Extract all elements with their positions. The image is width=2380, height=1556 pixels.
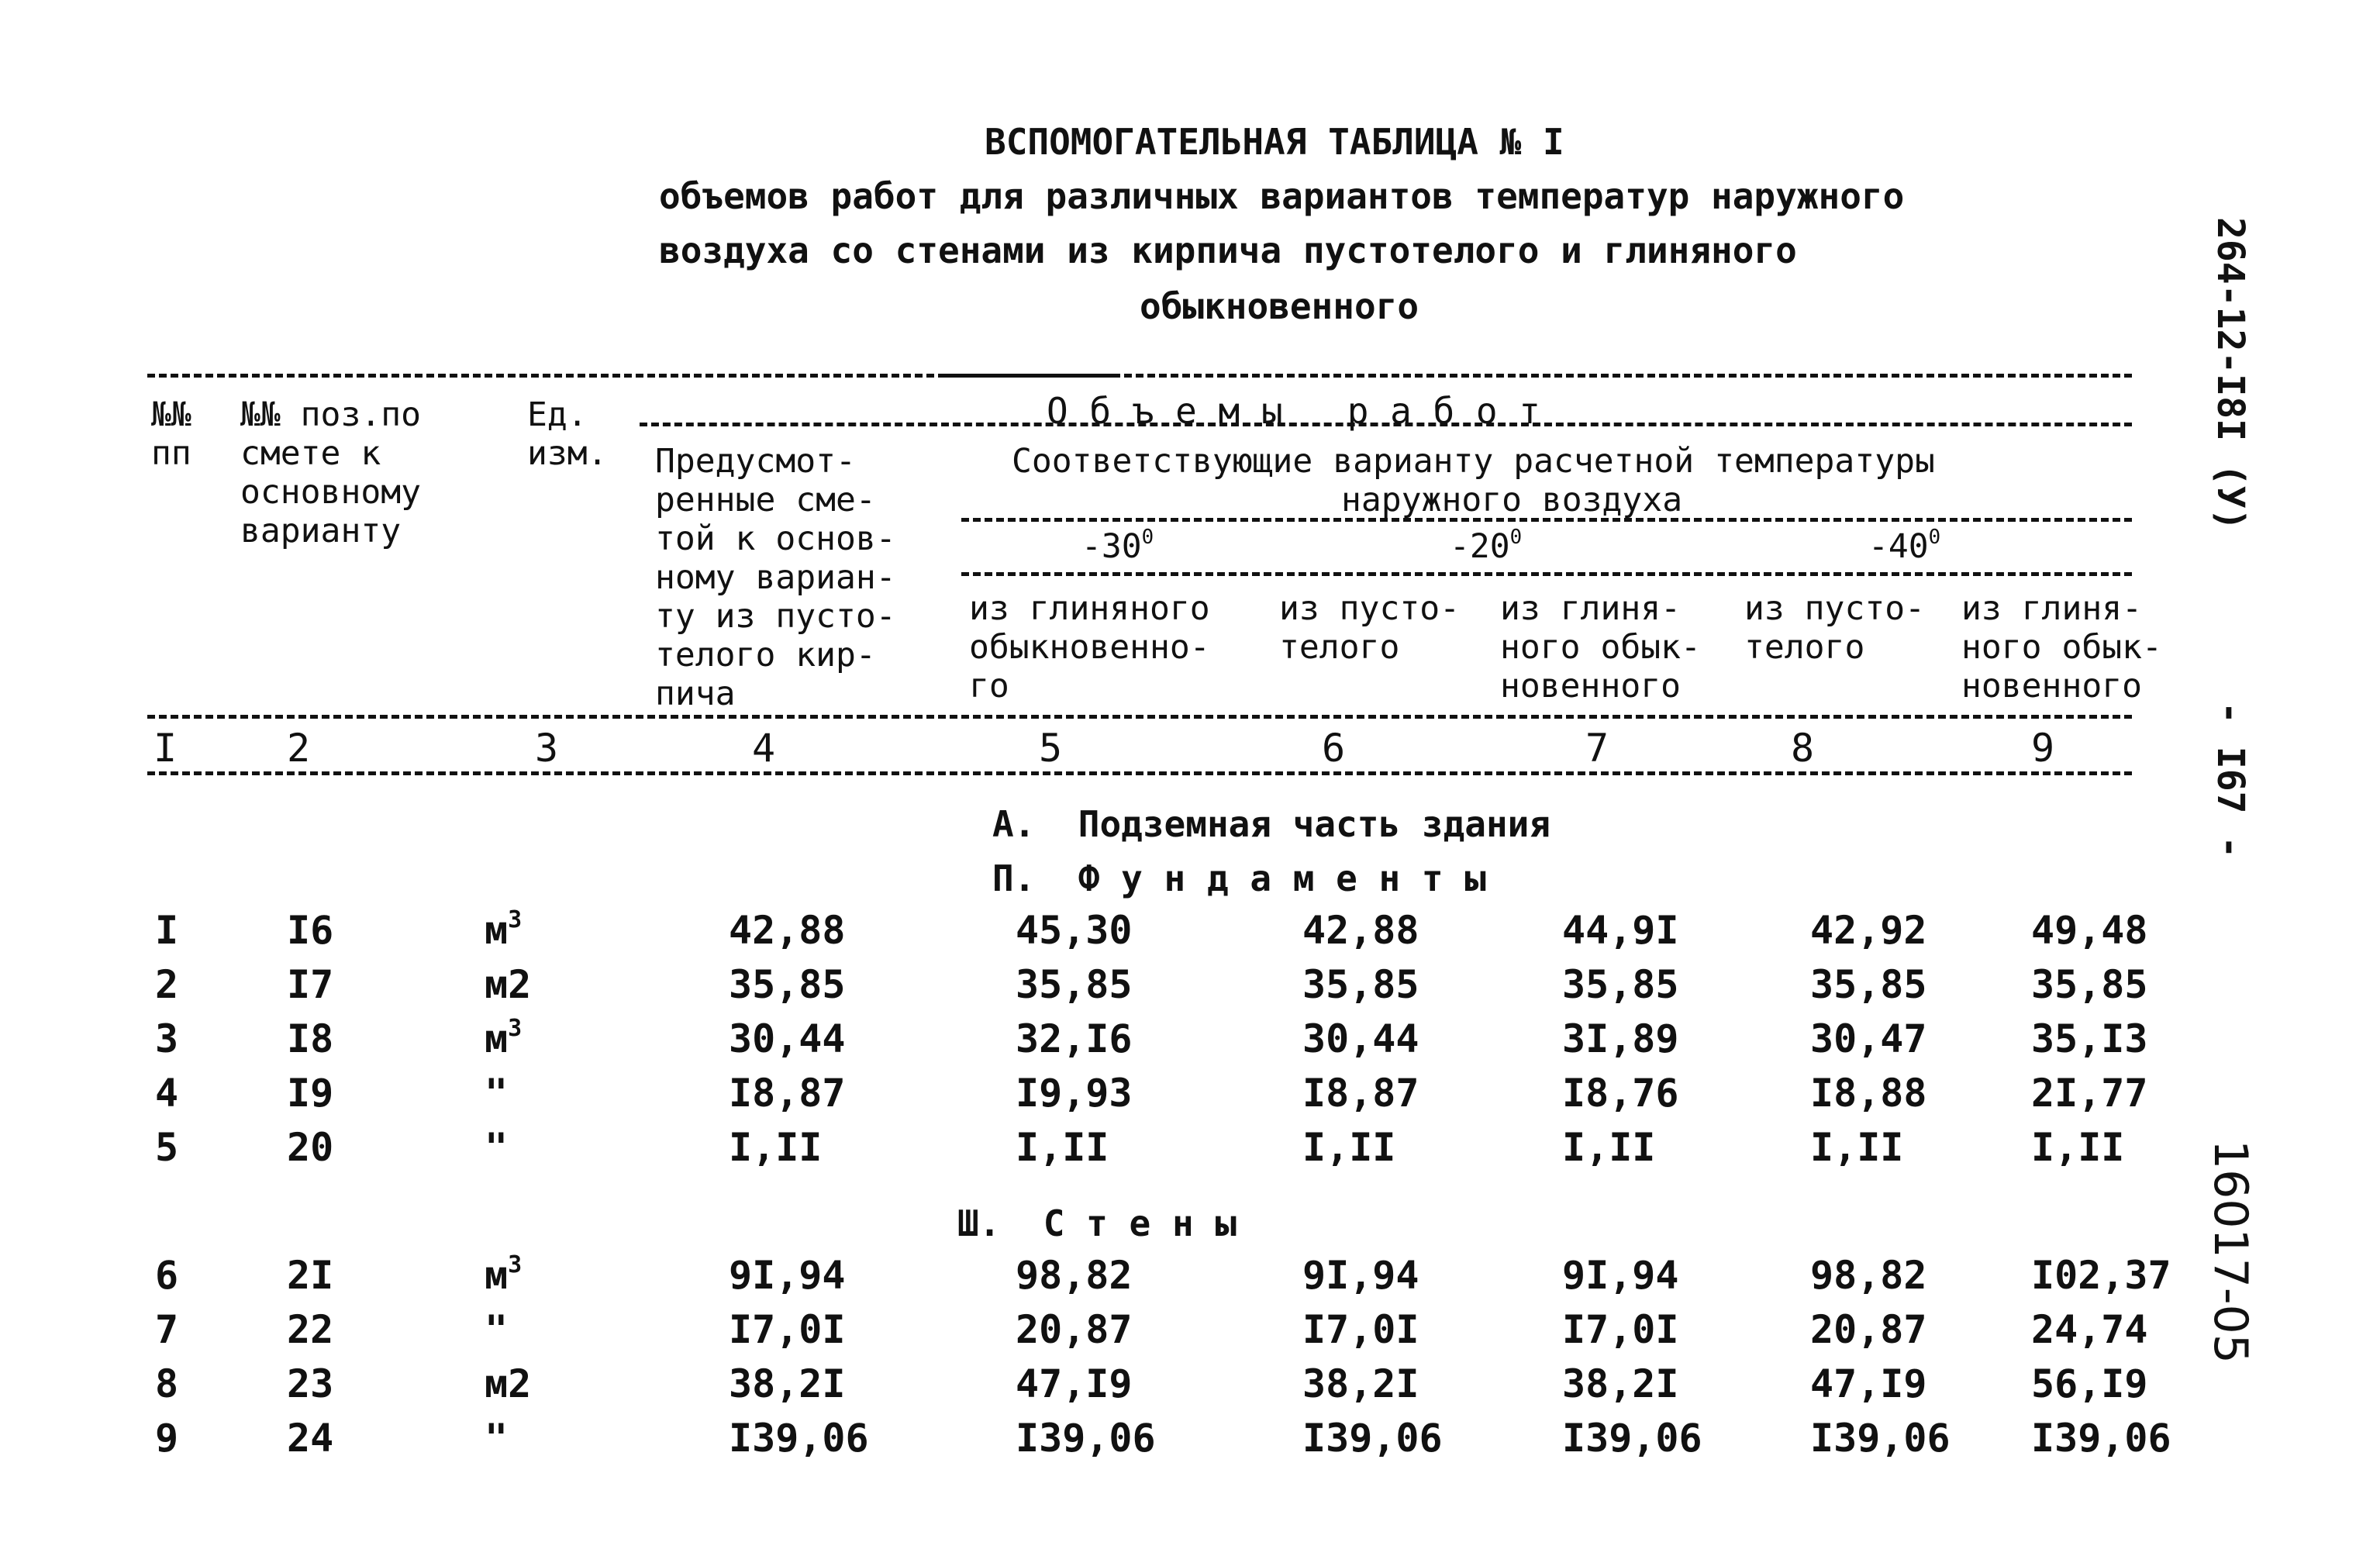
column-number-3: 3 xyxy=(535,726,559,771)
side-stamp: 16017-05 xyxy=(2203,1140,2258,1364)
row-value-col-5: I,II xyxy=(1016,1125,1109,1170)
row-value-col-4: 38,2I xyxy=(729,1361,846,1406)
row-unit: $м^3$ xyxy=(485,906,523,953)
row-value-col-7: 38,2I xyxy=(1562,1361,1679,1406)
row-value-col-5: 98,82 xyxy=(1016,1253,1133,1298)
row-value-col-8: 20,87 xyxy=(1810,1307,1927,1352)
row-value-col-8: I39,06 xyxy=(1810,1416,1951,1461)
header-bottom-rule xyxy=(147,715,2132,719)
row-position: I7 xyxy=(287,962,334,1007)
row-value-col-4: I39,06 xyxy=(729,1416,869,1461)
row-value-col-7: 44,9I xyxy=(1562,908,1679,953)
column-number-9: 9 xyxy=(2031,726,2055,771)
header-top-solid-segment xyxy=(942,374,1120,378)
row-value-col-8: I,II xyxy=(1810,1125,1904,1170)
row-value-col-9: 2I,77 xyxy=(2031,1071,2148,1116)
row-value-col-4: 35,85 xyxy=(729,962,846,1007)
row-value-col-7: I8,76 xyxy=(1562,1071,1679,1116)
header-col-9: из глиня- ного обык- новенного xyxy=(1961,589,2162,706)
row-value-col-4: I,II xyxy=(729,1125,823,1170)
row-number: I xyxy=(155,908,179,953)
row-value-col-5: I39,06 xyxy=(1016,1416,1156,1461)
row-position: I6 xyxy=(287,908,334,953)
row-value-col-8: 35,85 xyxy=(1810,962,1927,1007)
section-heading-foundations: П. Ф у н д а м е н т ы xyxy=(992,857,1486,899)
doc-subtitle-line-2: воздуха со стенами из кирпича пустотелого и глиняного xyxy=(659,229,1797,271)
row-position: 20 xyxy=(287,1125,334,1170)
row-value-col-5: 35,85 xyxy=(1016,962,1133,1007)
doc-subtitle-line-3: обыкновенного xyxy=(1140,285,1419,327)
column-number-7: 7 xyxy=(1585,726,1609,771)
row-value-col-9: I02,37 xyxy=(2031,1253,2171,1298)
side-page-number: - I67 - xyxy=(2209,702,2252,859)
section-heading-underground: А. Подземная часть здания xyxy=(992,803,1551,845)
row-unit: м2 xyxy=(485,962,532,1007)
row-value-col-4: 9I,94 xyxy=(729,1253,846,1298)
column-numbers-rule xyxy=(147,771,2132,775)
row-value-col-9: I,II xyxy=(2031,1125,2125,1170)
column-number-1: I xyxy=(153,726,178,771)
row-value-col-7: I7,0I xyxy=(1562,1307,1679,1352)
header-group-volumes: О б ъ е м ы р а б о т xyxy=(1047,390,1540,432)
row-number: 5 xyxy=(155,1125,179,1170)
side-code: 264-12-I8I (У) xyxy=(2209,217,2252,531)
header-temp-minus-30: $-30^0$ xyxy=(1081,525,1154,566)
header-col-7: из глиня- ного обык- новенного xyxy=(1500,589,1701,706)
row-unit: " xyxy=(485,1071,509,1116)
row-number: 4 xyxy=(155,1071,179,1116)
row-value-col-5: 20,87 xyxy=(1016,1307,1133,1352)
header-col-position: №№ поз.по смете к основному варианту xyxy=(240,395,421,550)
column-number-4: 4 xyxy=(752,726,776,771)
row-value-col-5: 45,30 xyxy=(1016,908,1133,953)
header-temp-minus-20: $-20^0$ xyxy=(1450,525,1523,566)
row-value-col-6: I,II xyxy=(1302,1125,1396,1170)
row-unit-superscript: 3 xyxy=(508,906,523,933)
column-number-6: 6 xyxy=(1322,726,1346,771)
header-temp-minus-40: $-40^0$ xyxy=(1868,525,1941,566)
column-number-2: 2 xyxy=(287,726,311,771)
row-value-col-6: I39,06 xyxy=(1302,1416,1443,1461)
row-value-col-8: 30,47 xyxy=(1810,1016,1927,1061)
row-value-col-8: 98,82 xyxy=(1810,1253,1927,1298)
row-unit: $м^3$ xyxy=(485,1251,523,1298)
row-value-col-9: 56,I9 xyxy=(2031,1361,2148,1406)
header-group-variants: Соответствующие варианту расчетной температуры xyxy=(1012,442,1935,481)
row-value-col-4: I7,0I xyxy=(729,1307,846,1352)
row-value-col-6: I7,0I xyxy=(1302,1307,1419,1352)
row-value-col-7: 35,85 xyxy=(1562,962,1679,1007)
column-number-5: 5 xyxy=(1039,726,1063,771)
row-value-col-4: I8,87 xyxy=(729,1071,846,1116)
row-number: 7 xyxy=(155,1307,179,1352)
row-unit: " xyxy=(485,1416,509,1461)
row-unit: " xyxy=(485,1307,509,1352)
row-value-col-4: 30,44 xyxy=(729,1016,846,1061)
row-value-col-9: 49,48 xyxy=(2031,908,2148,953)
row-value-col-6: I8,87 xyxy=(1302,1071,1419,1116)
row-unit-superscript: 3 xyxy=(508,1015,523,1042)
row-value-col-5: I9,93 xyxy=(1016,1071,1133,1116)
row-value-col-9: 24,74 xyxy=(2031,1307,2148,1352)
header-group-outdoor-air: наружного воздуха xyxy=(1341,481,1683,519)
row-value-col-8: I8,88 xyxy=(1810,1071,1927,1116)
header-col-unit: Ед. изм. xyxy=(527,395,608,473)
doc-title: ВСПОМОГАТЕЛЬНАЯ ТАБЛИЦА № I xyxy=(985,121,1564,163)
row-value-col-7: I,II xyxy=(1562,1125,1656,1170)
row-unit: " xyxy=(485,1125,509,1170)
row-value-col-7: I39,06 xyxy=(1562,1416,1702,1461)
row-number: 6 xyxy=(155,1253,179,1298)
row-value-col-7: 9I,94 xyxy=(1562,1253,1679,1298)
row-position: 2I xyxy=(287,1253,334,1298)
header-col-4: Предусмот- ренные сме- той к основ- ному вариан- ту из пусто- телого кир- пича xyxy=(655,442,896,713)
row-value-col-7: 3I,89 xyxy=(1562,1016,1679,1061)
column-number-8: 8 xyxy=(1791,726,1815,771)
doc-subtitle-line-1: объемов работ для различных вариантов температур наружного xyxy=(659,175,1905,217)
row-value-col-9: 35,85 xyxy=(2031,962,2148,1007)
row-value-col-6: 42,88 xyxy=(1302,908,1419,953)
row-value-col-5: 32,I6 xyxy=(1016,1016,1133,1061)
row-position: I9 xyxy=(287,1071,334,1116)
row-position: I8 xyxy=(287,1016,334,1061)
row-position: 22 xyxy=(287,1307,334,1352)
row-position: 23 xyxy=(287,1361,334,1406)
row-value-col-9: 35,I3 xyxy=(2031,1016,2148,1061)
row-number: 2 xyxy=(155,962,179,1007)
row-number: 9 xyxy=(155,1416,179,1461)
row-number: 8 xyxy=(155,1361,179,1406)
row-value-col-5: 47,I9 xyxy=(1016,1361,1133,1406)
row-unit-superscript: 3 xyxy=(508,1251,523,1278)
row-value-col-6: 38,2I xyxy=(1302,1361,1419,1406)
row-position: 24 xyxy=(287,1416,334,1461)
header-col-6: из пусто- телого xyxy=(1279,589,1460,667)
header-col-number: №№ пп xyxy=(151,395,191,473)
row-unit: $м^3$ xyxy=(485,1015,523,1061)
row-value-col-6: 9I,94 xyxy=(1302,1253,1419,1298)
row-value-col-4: 42,88 xyxy=(729,908,846,953)
row-value-col-8: 47,I9 xyxy=(1810,1361,1927,1406)
temperature-rule xyxy=(961,572,2132,576)
section-heading-walls: Ш. С т е н ы xyxy=(957,1202,1237,1244)
header-col-5: из глиняного обыкновенно- го xyxy=(969,589,1210,706)
row-value-col-8: 42,92 xyxy=(1810,908,1927,953)
row-value-col-6: 35,85 xyxy=(1302,962,1419,1007)
row-value-col-6: 30,44 xyxy=(1302,1016,1419,1061)
header-col-8: из пусто- телого xyxy=(1744,589,1925,667)
row-value-col-9: I39,06 xyxy=(2031,1416,2171,1461)
row-unit: м2 xyxy=(485,1361,532,1406)
header-top-rule xyxy=(147,374,2132,378)
row-number: 3 xyxy=(155,1016,179,1061)
